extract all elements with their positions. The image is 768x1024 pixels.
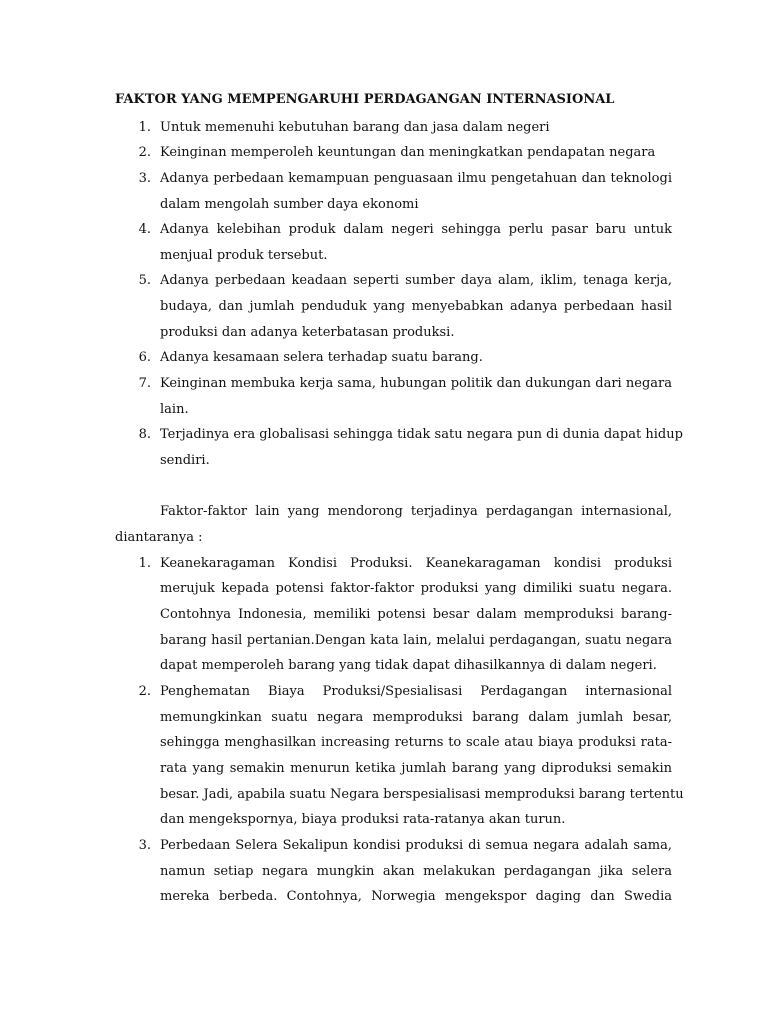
item-text-line: Adanya kelebihan produk dalam negeri sehingga perlu pasar baru untuk <box>160 222 672 237</box>
item-text-line: dapat memperoleh barang yang tidak dapat dihasilkannya di dalam negeri. <box>160 658 657 673</box>
item-text-line: Adanya perbedaan keadaan seperti sumber daya alam, iklim, tenaga kerja, <box>160 273 672 288</box>
item-text-line: Terjadinya era globalisasi sehingga tidak satu negara pun di dunia dapat hidup <box>160 427 683 442</box>
item-text-line: rata yang semakin menurun ketika jumlah barang yang diproduksi semakin <box>160 761 672 776</box>
item-text-line: budaya, dan jumlah penduduk yang menyebabkan adanya perbedaan hasil <box>160 299 672 314</box>
item-text-line: Keinginan memperoleh keuntungan dan meningkatkan pendapatan negara <box>160 145 656 160</box>
item-text-line: Keinginan membuka kerja sama, hubungan politik dan dukungan dari negara <box>160 376 672 391</box>
item-text-line: Adanya kesamaan selera terhadap suatu barang. <box>160 350 483 365</box>
item-text-line: Keanekaragaman Kondisi Produksi. Keanekaragaman kondisi produksi <box>160 556 672 571</box>
item-number: 7. <box>138 376 151 391</box>
item-number: 2. <box>138 145 151 160</box>
item-text-line: Adanya perbedaan kemampuan penguasaan ilmu pengetahuan dan teknologi <box>160 171 672 186</box>
item-number: 1. <box>138 120 151 135</box>
item-text-line: dalam mengolah sumber daya ekonomi <box>160 197 419 212</box>
item-number: 4. <box>138 222 151 237</box>
item-number: 8. <box>138 427 151 442</box>
item-number: 2. <box>138 684 151 699</box>
item-number: 5. <box>138 273 151 288</box>
item-text-line: sendiri. <box>160 453 210 468</box>
item-text-line: barang hasil pertanian.Dengan kata lain, melalui perdagangan, suatu negara <box>160 633 672 648</box>
item-text-line: sehingga menghasilkan increasing returns to scale atau biaya produksi rata- <box>160 735 672 750</box>
item-text-line: Untuk memenuhi kebutuhan barang dan jasa dalam negeri <box>160 120 550 135</box>
item-number: 3. <box>138 171 151 186</box>
item-text-line: menjual produk tersebut. <box>160 248 328 263</box>
item-number: 6. <box>138 350 151 365</box>
item-text-line: besar. Jadi, apabila suatu Negara berspesialisasi memproduksi barang tertentu <box>160 787 684 802</box>
paragraph-line: diantaranya : <box>115 530 203 545</box>
item-text-line: dan mengekspornya, biaya produksi rata-ratanya akan turun. <box>160 812 566 827</box>
item-number: 1. <box>138 556 151 571</box>
item-text-line: merujuk kepada potensi faktor-faktor produksi yang dimiliki suatu negara. <box>160 581 672 596</box>
item-text-line: namun setiap negara mungkin akan melakukan perdagangan jika selera <box>160 864 672 879</box>
item-text-line: Penghematan Biaya Produksi/Spesialisasi Perdagangan internasional <box>160 684 672 699</box>
item-text-line: lain. <box>160 402 189 417</box>
item-text-line: produksi dan adanya keterbatasan produksi. <box>160 325 455 340</box>
document-title: FAKTOR YANG MEMPENGARUHI PERDAGANGAN INTERNASIONAL <box>115 92 615 107</box>
item-text-line: memungkinkan suatu negara memproduksi barang dalam jumlah besar, <box>160 710 672 725</box>
item-text-line: Perbedaan Selera Sekalipun kondisi produksi di semua negara adalah sama, <box>160 838 672 853</box>
item-text-line: mereka berbeda. Contohnya, Norwegia mengekspor daging dan Swedia <box>160 889 672 904</box>
item-number: 3. <box>138 838 151 853</box>
item-text-line: Contohnya Indonesia, memiliki potensi besar dalam memproduksi barang- <box>160 607 672 622</box>
paragraph-line: Faktor-faktor lain yang mendorong terjadinya perdagangan internasional, <box>160 504 672 519</box>
